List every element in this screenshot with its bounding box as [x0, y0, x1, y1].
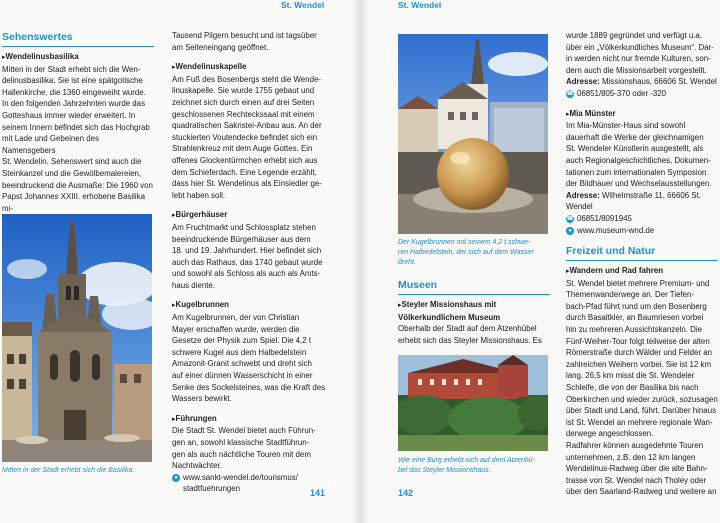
text-line: auf einer dünnen Wasserschicht in einer	[172, 371, 313, 381]
text-line: Nachtwächter.	[172, 461, 222, 471]
kugelbrunnen-illustration	[398, 34, 548, 234]
text-line: beeindruckende Bürgerhäuser aus dem	[172, 234, 311, 244]
text-line: 18. und 19. Jahrhundert. Hier befindet sich	[172, 246, 322, 256]
text-line: offenes Glockentürmchen erhebt sich aus	[172, 155, 318, 165]
text-line: und sowohl als Schloss als auch als Amts-	[172, 269, 321, 279]
heading-wendelinuskapelle: ▸ Wendelinuskapelle	[172, 61, 342, 74]
right-page	[360, 0, 720, 523]
text-line: am Seiteneingang geöffnet.	[172, 42, 269, 52]
text-line: schwere Kugel aus dem Halbedelstein	[172, 347, 307, 357]
text-line: Im Mia-Münster-Haus sind sowohl	[566, 121, 686, 131]
text-line: geschlossenen Rechteckssaal mit einem	[172, 109, 315, 119]
text-line: Oberkirchen und wieder zurück, sozusagen	[566, 394, 718, 404]
book-gutter	[352, 0, 368, 523]
address-label: Adresse:	[566, 190, 600, 200]
web-link[interactable]: www.museum-wnd.de	[577, 225, 655, 235]
basilika-photo	[2, 214, 152, 462]
text-line: tationen zum internationalen Symposion	[566, 167, 707, 177]
kugelbrunnen-photo	[398, 34, 548, 234]
text-line: Am Fuß des Bosenbergs steht die Wende-	[172, 74, 321, 84]
text-line: gen an, sowohl klassische Stadtführun-	[172, 438, 310, 447]
section-title-freizeit: Freizeit und Natur	[566, 244, 718, 261]
text-line: Senke des Sockelsteines, was die Kraft des	[172, 382, 326, 392]
text-line: Mayer erschaffen wurde, werden die	[172, 324, 300, 334]
text-line: durch Basaltkler, an Baumriesen vorbei	[566, 313, 704, 323]
text-line: unternehmen, z.B. den 12 km langen	[566, 452, 696, 462]
text-line: trasse von St. Wendel nach Tholey oder	[566, 475, 707, 485]
address-mia	[566, 190, 718, 202]
heading-wandern: ▸ Wandern und Rad fahren	[566, 265, 718, 278]
section-title-museen: Museen	[398, 278, 550, 295]
text-line: Am Fruchtmarkt und Schlossplatz stehen	[172, 222, 316, 232]
column-3	[398, 238, 550, 346]
heading-buergerhaeuser: ▸ Bürgerhäuser	[172, 209, 342, 222]
page-number-right: 142	[398, 488, 414, 498]
running-head-right: St. Wendel	[398, 0, 442, 10]
text-line: linuskapelle. Sie wurde 1755 gebaut und	[172, 86, 315, 96]
text-line: haus diente.	[172, 280, 215, 290]
text-line: Oberhalb der Stadt auf dem Atzenhübel	[398, 324, 537, 334]
column-4	[566, 30, 718, 498]
text-line: in werden nicht nur fremde Kulturen, son-	[566, 54, 711, 64]
text-line: Radfahrer können ausgedehnte Touren	[566, 441, 704, 450]
text-line: mit Lade und Gebeinen des Namensgebers	[2, 134, 99, 155]
text-line: über den Saarland-Radweg und weitere an	[566, 487, 717, 497]
text-line: Papst Johannes XXIII. erhobene Basilika mi-	[2, 192, 145, 213]
text-line: St. Wendelin. Sehenswert sind auch die	[2, 157, 142, 167]
phone-icon: ☎	[566, 90, 574, 97]
caption-line: Wie eine Burg erhebt sich auf dem Atzenhü-	[398, 457, 536, 464]
text-line: seinem Innern befindet sich das Hochgrab	[2, 122, 150, 132]
text-line: Wendelinus-Radweg über die alte Bahn-	[566, 464, 708, 474]
missionshaus-illustration	[398, 355, 548, 451]
caption-line: ren Halbedelstein, der sich auf dem Wasser	[398, 249, 534, 256]
column-2	[172, 30, 342, 495]
text-line: derwege angeschlossen.	[566, 429, 654, 439]
text-line: erhebt sich das Steyler Missionshaus. Es	[398, 335, 542, 345]
text-line: dauerhaft die Werke der gleichnamigen	[566, 132, 704, 142]
kugelbrunnen-caption	[398, 238, 550, 268]
web-mia	[566, 225, 718, 237]
caption-line: Der Kugelbrunnen mit seinem 4,2 t schwe-	[398, 239, 531, 246]
address-value: Wilhelmstraße 11, 66606 St.	[601, 190, 701, 200]
heading-kugelbrunnen: ▸ Kugelbrunnen	[172, 299, 342, 312]
basilika-caption: Mitten in der Stadt erhebt sich die Basilika.	[2, 467, 135, 474]
missionshaus-photo	[398, 355, 548, 451]
text-line: ist St. Wendel an mehrere regionale Wan-	[566, 417, 713, 427]
text-line: St. Wendel bietet mehrere Premium- und	[566, 278, 710, 288]
text-line: wurde 1889 gegründet und verfügt u.a.	[566, 31, 702, 40]
text-line: Am Kugelbrunnen, der von Christian	[172, 313, 300, 323]
text-line: delinusbasilika. Sie ist eine spätgotische	[2, 76, 143, 86]
text-line: Römerstraße durch Wälder und Felder an	[566, 348, 713, 358]
section-title-sehenswertes: Sehenswertes	[2, 30, 154, 47]
phone-mia	[566, 213, 718, 225]
address-value: Missionshaus, 66606 St. Wendel	[601, 77, 717, 87]
text-line: dem Schieferdach. Eine Legende erzählt,	[172, 167, 317, 177]
text-line: Wassers bewirkt.	[172, 394, 232, 404]
text-line: zeichnet sich durch einen auf drei Seiten	[172, 97, 315, 107]
text-line: beeindruckend die Ausmaße: Die 1960 von	[2, 180, 153, 190]
text-line: Schleife, die von der Basilika bis nach	[566, 383, 699, 393]
phone-number[interactable]: 06851/8091945	[577, 213, 632, 223]
text-line: lebt haben soll.	[172, 190, 226, 200]
text-line: dass hier St. Wendelinus als Einsiedler ge-	[172, 179, 322, 189]
text-line: In den folgenden Jahrzehnten wurde das	[2, 99, 146, 109]
phone-icon: ☎	[566, 215, 574, 222]
phone-missionshaus	[566, 88, 718, 100]
text-line: Fünf-Weiher-Tour folgt teilweise der alten	[566, 336, 710, 346]
basilika-illustration	[2, 214, 152, 462]
text-line: auch Regionalgeschichtliches, Dokumen-	[566, 155, 711, 165]
text-line: Die Stadt St. Wendel bietet auch Führun-	[172, 426, 316, 436]
running-head-left: St. Wendel	[281, 0, 325, 10]
column-1	[2, 30, 154, 238]
text-line: Steinkanzel und die Gewölbemalereien,	[2, 168, 142, 178]
heading-continued: Völkerkundlichem Museum	[398, 312, 501, 322]
address-missionshaus	[566, 76, 718, 88]
text-line: quadratischen Sakristei-Anbau aus. An der	[172, 121, 322, 131]
globe-icon: ●	[172, 474, 180, 482]
heading-fuehrungen: ▸ Führungen	[172, 413, 342, 426]
caption-line: dreht.	[398, 259, 416, 266]
address-value-continued: Wendel	[566, 202, 593, 212]
heading-mia-muenster: ▸ Mia Münster	[566, 108, 718, 121]
missionshaus-caption	[398, 456, 550, 476]
phone-number[interactable]: 06851/805-370 oder -320	[577, 88, 667, 98]
text-line: gen als auch nächtliche Touren mit dem	[172, 449, 311, 459]
heading-steyler-missionshaus: ▸ Steyler Missionshaus mit	[398, 299, 550, 312]
web-link[interactable]: www.sankt-wendel.de/tourismus/	[183, 472, 298, 482]
text-line: bach-Pfad führt rund um den Bosenberg	[566, 301, 707, 311]
text-line: St. Wendeler Künstlerin ausgestellt, als	[566, 144, 704, 154]
page-number-left: 141	[310, 488, 326, 498]
text-line: Strahlenkreuz mit dem Auge Gottes. Ein	[172, 144, 313, 154]
text-line: auch das Rathaus, das 1740 gebaut wurde	[172, 257, 323, 267]
caption-line: bel das Steyler Missionshaus.	[398, 467, 491, 474]
web-link[interactable]: stadtfuehrungen	[183, 484, 241, 494]
text-line: über Stadt und Land, führt. Darüber hinaus	[566, 406, 717, 416]
text-line: lang. 26,5 km misst die St. Wendeler	[566, 371, 695, 381]
text-line: Hallenkirche, die 1360 eingeweiht wurde.	[2, 87, 146, 97]
address-label: Adresse:	[566, 77, 600, 87]
text-line: Gesetze der Physik zum Spiel. Die 4,2 t	[172, 336, 312, 346]
heading-wendelinusbasilika: ▸ Wendelinusbasilika	[2, 51, 154, 64]
text-line: hin zu mehreren Aussichtskanzeln. Die	[566, 325, 702, 335]
text-line: Amazonit-Granit schwebt und dreht sich	[172, 359, 312, 369]
text-line: Tausend Pilgern besucht und ist tagsüber	[172, 31, 317, 40]
text-line: Themenwanderwege an. Der Tiefen-	[566, 290, 695, 300]
globe-icon: ●	[566, 227, 574, 235]
text-line: stuckierten Voutendecke befindet sich ein	[172, 132, 318, 142]
text-line: dern auch die Missionsarbeit vorgestellt.	[566, 65, 707, 75]
text-line: über ein „Völkerkundliches Museum“. Dar-	[566, 42, 714, 52]
text-line: Gotteshaus immer wieder erweitert. In	[2, 110, 136, 120]
text-line: der Bildhauer und Wechselausstellungen.	[566, 179, 712, 189]
text-line: Mitten in der Stadt erhebt sich die Wen-	[2, 64, 141, 74]
text-line: zahlreichen Weihern vorbei. Sie ist 12 km	[566, 359, 712, 369]
